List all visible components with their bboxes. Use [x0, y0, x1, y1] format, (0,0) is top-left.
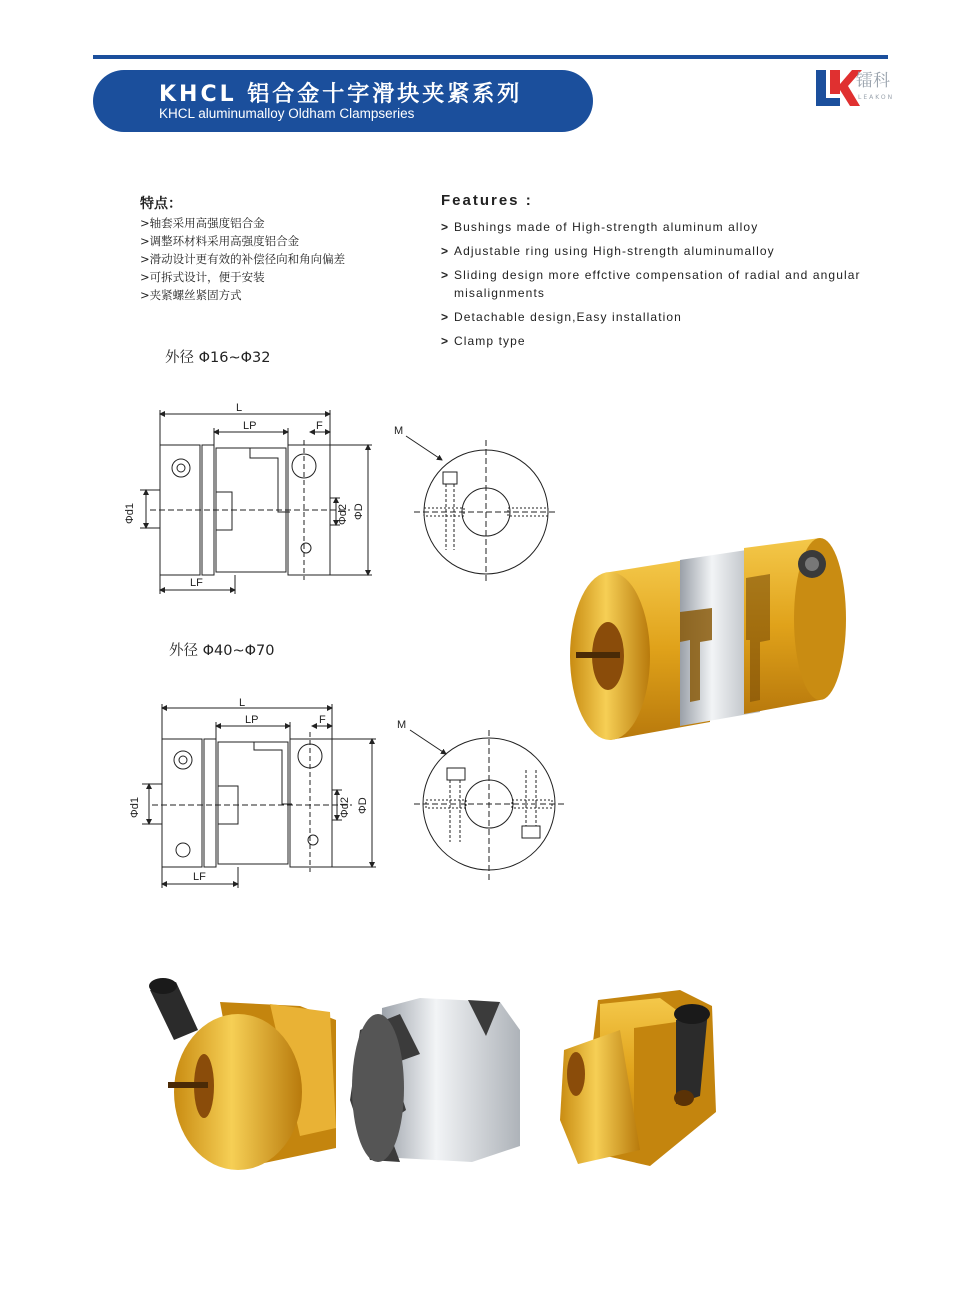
features-en-item: > Detachable design,Easy installation [441, 310, 682, 324]
dim-label-d1: Φd1 [124, 502, 136, 524]
features-cn-item: >滑动设计更有效的补偿径向和角向偏差 [140, 252, 346, 266]
features-en-item: > Adjustable ring using High-strength aluminumalloy [441, 244, 775, 258]
end-view-drawing-2 [410, 730, 564, 880]
features-en-item: > Clamp type [441, 334, 526, 348]
features-en-item: > Sliding design more effctive compensation of radial and angular misalignments [441, 268, 861, 300]
end-view-drawing-1 [406, 436, 558, 584]
dim-label-LP: LP [243, 420, 257, 432]
dim-label-D: ΦD [357, 797, 369, 814]
bullet-arrow: > [441, 268, 450, 282]
features-cn-item: >轴套采用高强度铝合金 [140, 216, 265, 230]
features-cn-title: 特点： [140, 196, 182, 212]
dim-label-LF: LF [190, 577, 203, 589]
dim-label-d2: Φd2 [337, 503, 349, 525]
bullet-arrow: > [441, 220, 450, 234]
dim-label-LP: LP [245, 714, 259, 726]
center-disc-part [350, 998, 520, 1162]
hub-part-left [149, 978, 336, 1170]
dim-label-M: M [397, 719, 407, 731]
dim-label-L: L [239, 697, 246, 709]
dim-label-L: L [236, 402, 243, 414]
bullet-arrow: > [441, 310, 450, 324]
dim-label-LF: LF [193, 871, 206, 883]
logo-text-cn: 镭科 [856, 71, 890, 91]
coupling-product-render [570, 538, 846, 740]
dim-label-d1: Φd1 [129, 796, 141, 818]
hub-part-right [560, 990, 716, 1166]
side-view-drawing-1 [140, 410, 372, 594]
dim-label-F: F [316, 420, 323, 432]
dim-label-F: F [319, 714, 326, 726]
dim-label-D: ΦD [353, 503, 365, 520]
logo-text-en: LEAKON [858, 94, 895, 101]
size-range-label-1: 外径 Φ16~Φ32 [165, 350, 271, 366]
dim-label-d2: Φd2 [339, 796, 351, 818]
features-en-item: > Bushings made of High-strength aluminum alloy [441, 220, 759, 234]
title-en: KHCL aluminumalloy Oldham Clampseries [159, 106, 415, 121]
dim-label-M: M [394, 425, 404, 437]
size-range-label-2: 外径 Φ40~Φ70 [169, 643, 275, 659]
title-cn: KHCL 铝合金十字滑块夹紧系列 [159, 82, 523, 107]
features-cn-item: >夹紧螺丝紧固方式 [140, 288, 242, 302]
features-en-title: Features : [441, 192, 533, 209]
features-cn-item: >可拆式设计，便于安装 [140, 270, 265, 284]
bullet-arrow: > [441, 334, 450, 348]
features-cn-item: >调整环材料采用高强度铝合金 [140, 234, 300, 248]
bullet-arrow: > [441, 244, 450, 258]
side-view-drawing-2 [142, 704, 376, 888]
